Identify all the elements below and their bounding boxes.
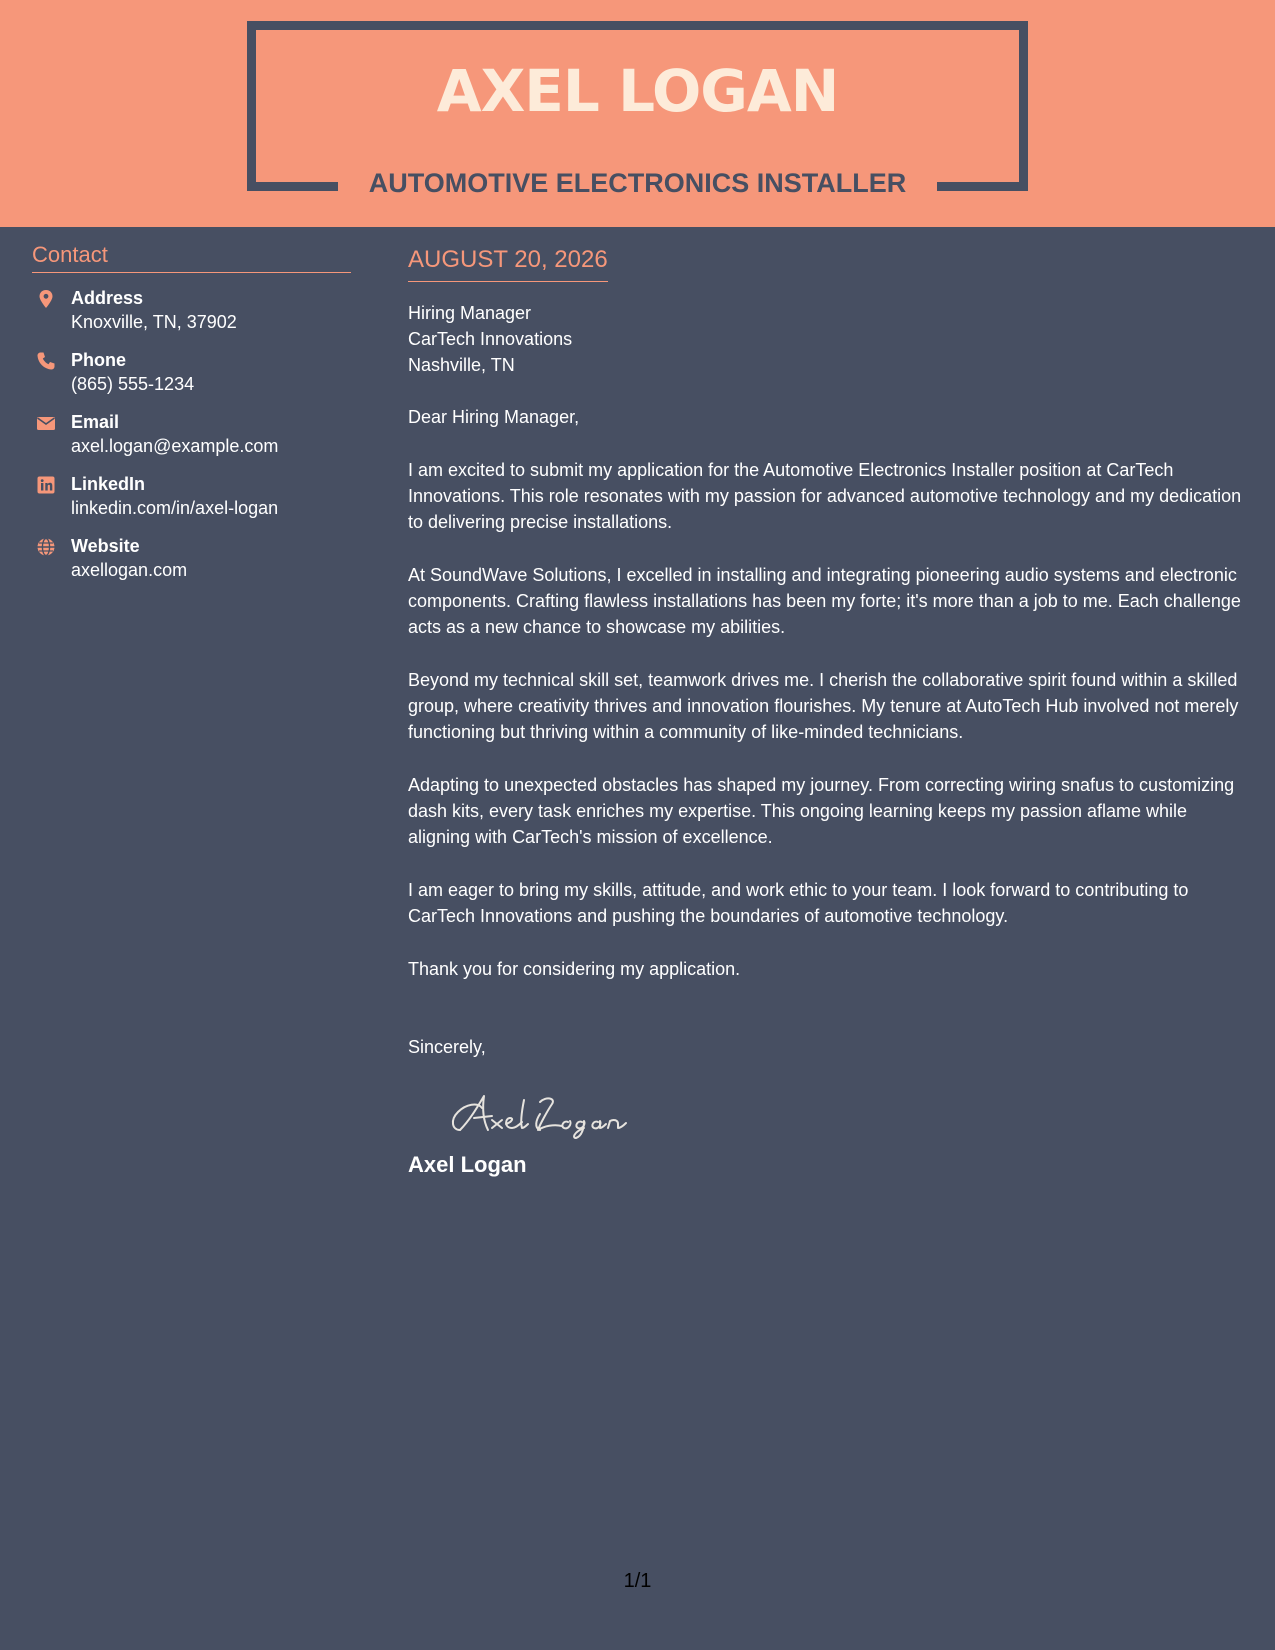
contact-label: LinkedIn xyxy=(71,474,146,494)
contact-value: Knoxville, TN, 37902 xyxy=(71,312,237,332)
job-title: AUTOMOTIVE ELECTRONICS INSTALLER xyxy=(368,168,907,198)
contact-item-email xyxy=(32,411,351,459)
phone-icon xyxy=(36,351,56,371)
body-paragraph: I am excited to submit my application for the Automotive Electronics Installer position at CarTech Innovations. This role resonates with my passion for advanced automotive technology and my dedication to delivering precise installations. xyxy=(408,460,1242,532)
linkedin-icon xyxy=(36,475,56,495)
contact-heading: Contact xyxy=(32,242,351,273)
recipient-line: CarTech Innovations xyxy=(408,329,573,349)
contact-value: axel.logan@example.com xyxy=(71,436,279,456)
body-paragraph: Thank you for considering my application. xyxy=(408,959,741,979)
contact-sidebar xyxy=(32,242,351,583)
page-number: 1/1 xyxy=(623,1570,652,1592)
signer-name: Axel Logan xyxy=(408,1152,527,1177)
contact-item-address xyxy=(32,287,351,335)
contact-label: Address xyxy=(71,288,144,308)
contact-value: axellogan.com xyxy=(71,560,188,580)
recipient-line: Hiring Manager xyxy=(408,303,532,323)
body-paragraph: At SoundWave Solutions, I excelled in installing and integrating pioneering audio systems and electronic components. Crafting flawless installations has been my forte; it's more than a job to me. Each challenge acts as a new chance to showcase my abilities. xyxy=(408,565,1241,637)
recipient-block xyxy=(408,300,1245,378)
contact-item-website xyxy=(32,535,351,583)
contact-label: Website xyxy=(71,536,140,556)
body-paragraph: Adapting to unexpected obstacles has shaped my journey. From correcting wiring snafus to customizing dash kits, every task enriches my expertise. This ongoing learning keeps my passion aflame while aligning with CarTech's mission of excellence. xyxy=(408,775,1235,847)
header-band xyxy=(0,0,1275,227)
globe-icon xyxy=(36,537,56,557)
body-paragraph: Beyond my technical skill set, teamwork drives me. I cherish the collaborative spirit found within a skilled group, where creativity thrives and innovation flourishes. My tenure at AutoTech Hub involved not merely functioning but thriving within a community of like-minded technicians. xyxy=(408,670,1239,742)
salutation: Dear Hiring Manager, xyxy=(408,407,580,427)
contact-label: Phone xyxy=(71,350,127,370)
letter-body xyxy=(408,245,1245,1178)
letter-date: AUGUST 20, 2026 xyxy=(408,245,608,282)
contact-item-phone xyxy=(32,349,351,397)
map-pin-icon xyxy=(36,289,56,309)
contact-value: (865) 555-1234 xyxy=(71,374,195,394)
applicant-name: AXEL LOGAN xyxy=(436,57,839,125)
body-paragraph: I am eager to bring my skills, attitude, and work ethic to your team. I look forward to contributing to CarTech Innovations and pushing the boundaries of automotive technology. xyxy=(408,880,1189,926)
contact-item-linkedin xyxy=(32,473,351,521)
handwritten-signature xyxy=(448,1090,648,1140)
closing: Sincerely, xyxy=(408,1037,486,1057)
contact-value: linkedin.com/in/axel-logan xyxy=(71,498,279,518)
contact-label: Email xyxy=(71,412,120,432)
envelope-icon xyxy=(36,413,56,433)
recipient-line: Nashville, TN xyxy=(408,355,515,375)
